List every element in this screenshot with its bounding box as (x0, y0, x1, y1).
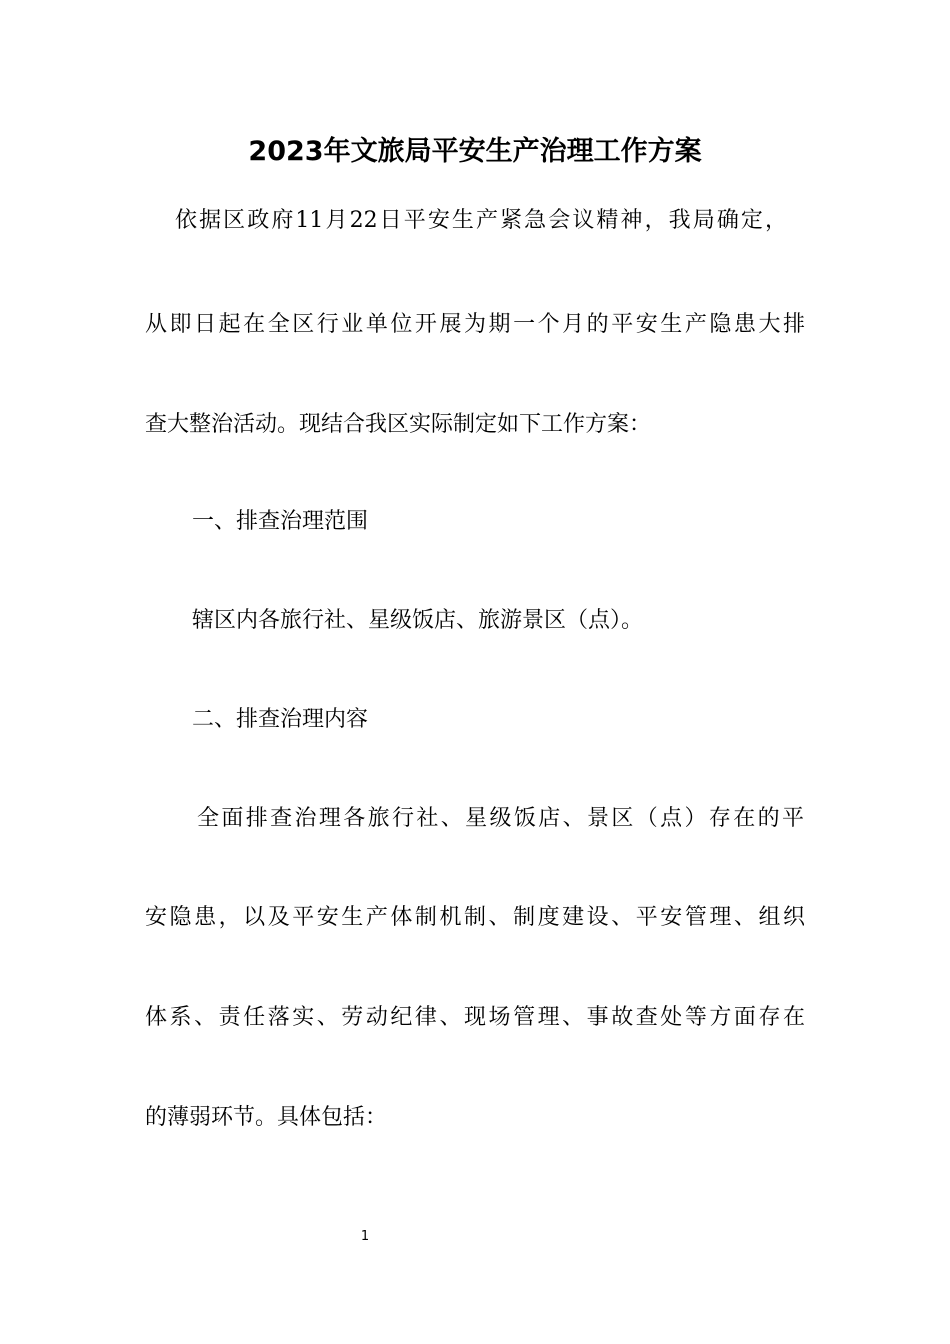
section-heading-scope: 一、排查治理范围 (192, 509, 369, 534)
document-title: 2023年文旅局平安生产治理工作方案 (248, 136, 702, 167)
content-line-4: 的薄弱环节。具体包括： (145, 1105, 388, 1130)
content-line-2: 安隐患，以及平安生产体制机制、制度建设、平安管理、组织 (145, 905, 805, 930)
page-number: 1 (360, 1229, 370, 1244)
paragraph-line-3: 查大整治活动。现结合我区实际制定如下工作方案： (145, 412, 652, 437)
scope-content: 辖区内各旅行社、星级饭店、旅游景区（点）。 (192, 608, 644, 633)
content-line-1: 全面排查治理各旅行社、星级饭店、景区（点）存在的平 (197, 806, 804, 831)
paragraph-line-2: 从即日起在全区行业单位开展为期一个月的平安生产隐患大排 (145, 312, 805, 337)
paragraph-line-1: 依据区政府11月22日平安生产紧急会议精神，我局确定， (175, 208, 787, 233)
section-heading-content: 二、排查治理内容 (192, 707, 369, 732)
content-line-3: 体系、责任落实、劳动纪律、现场管理、事故查处等方面存在 (145, 1005, 805, 1030)
